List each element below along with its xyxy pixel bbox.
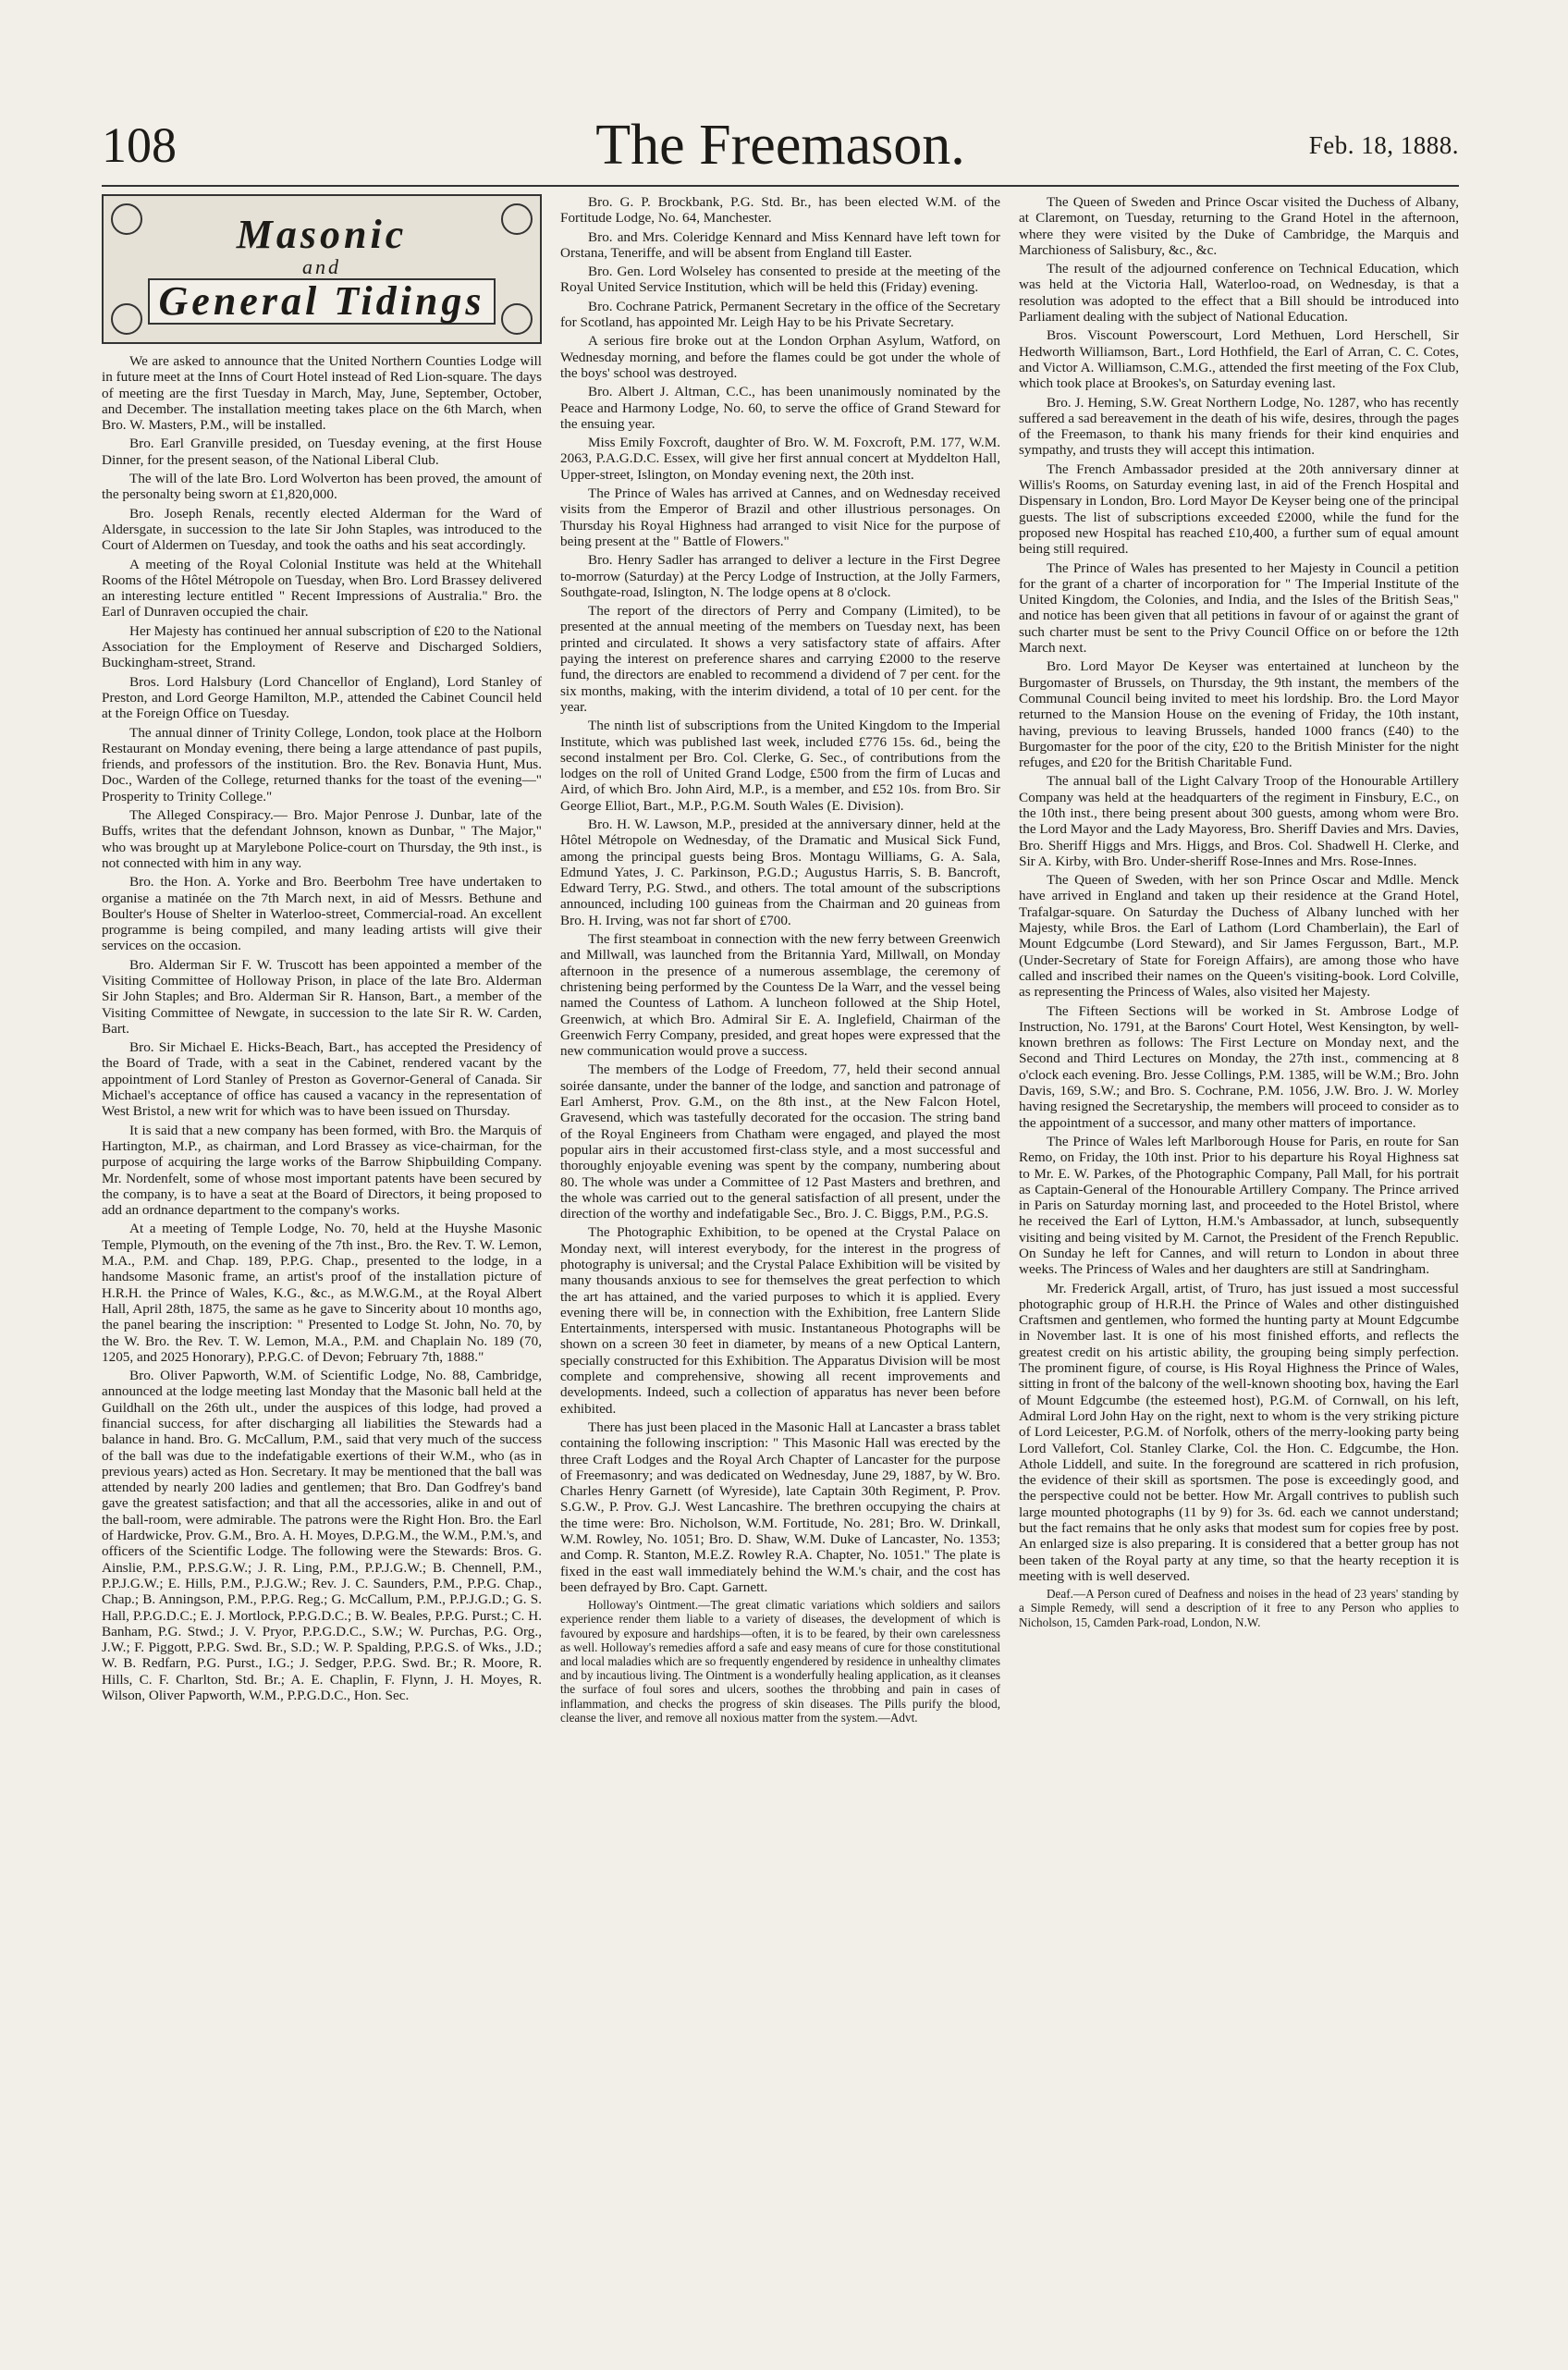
column-2 [560,194,1000,2361]
news-paragraph: Bro. G. P. Brockbank, P.G. Std. Br., has been elected W.M. of the Fortitude Lodge, No. 64, Manchester. [560,194,1000,227]
news-paragraph: Bro. Alderman Sir F. W. Truscott has been appointed a member of the Visiting Committee of Holloway Prison, in place of the late Bro. Alderman Sir John Staples; and Bro. Alderman Sir R. Hanson, Bart., a member of the Visiting Committee of Newgate, in succession to the late Sir R. W. Carden, Bart. [102,956,542,1037]
columns [102,194,1459,2361]
news-paragraph: The first steamboat in connection with the new ferry between Greenwich and Millwall, was launched from the Britannia Yard, Millwall, on Monday afternoon in the presence of a numerous assemblage, the ceremony of christening being performed by the Countess De la Warr, and the vessel being named the Countess of Lathom. A luncheon followed at the Ship Hotel, Greenwich, at which Bro. Admiral Sir E. A. Inglefield, Chairman of the Greenwich Ferry Company, presided, and great hopes were expressed that the new communication would prove a success. [560,931,1000,1060]
news-paragraph: Mr. Frederick Argall, artist, of Truro, has just issued a most successful photographic group of H.R.H. the Prince of Wales and other distinguished Craftsmen and gentlemen, who formed the hunting party at Mount Edgcumbe in November last. It is one of his most finished efforts, and reflects the greatest credit on his artistic ability, the grouping being simply perfection. The prominent figure, of course, is His Royal Highness the Prince of Wales, sitting in front of the balcony of the well-known shooting box, having the Earl of Mount Edgcumbe (the esteemed host), P.G.M. of Cornwall, on his left, Admiral Lord John Hay on the right, next to whom is the very striking picture of Lord Leicester, P.G.M. of Norfolk, others of the merry-looking party being Lord Vallefort, Col. Stanley Clarke, Col. the Hon. C. Edgcumbe, the Hon. Athole Liddell, and suite. In the foreground are scattered in rich profusion, the evidence of their skill as sportsmen. The pose is exceedingly good, and the perspective could not be better. How Mr. Argall contrives to publish such large mounted photographs (11 by 9) for 3s. 6d. each we cannot understand; but the fact remains that he only asks that modest sum for copies free by post. An enlarged size is also preparing. It is considered that a better group has not been taken of the Royal party at any time, so that the hearty reception it is meeting with is well deserved. [1019,1280,1459,1584]
news-paragraph: Bro. H. W. Lawson, M.P., presided at the anniversary dinner, held at the Hôtel Métropole on Wednesday, of the Dramatic and Musical Sick Fund, among the principal guests being Bros. Montagu Williams, G. A. Sala, Edmund Yates, J. C. Parkinson, P.G.D.; Augustus Harris, S. B. Bancroft, Edward Terry, P.G. Stwd., and others. The total amount of the subscriptions announced, including 100 guineas from the Chairman and 20 guineas from Bro. H. Irving, was not far short of £700. [560,816,1000,928]
news-paragraph: Bro. Sir Michael E. Hicks-Beach, Bart., has accepted the Presidency of the Board of Trade, with a seat in the Cabinet, rendered vacant by the appointment of Lord Stanley of Preston as Governor-General of Canada. Sir Michael's acceptance of office has caused a vacancy in the representation of West Bristol, a new writ for which was to have been issued on Thursday. [102,1039,542,1120]
news-paragraph: Deaf.—A Person cured of Deafness and noises in the head of 23 years' standing by a Simple Remedy, will send a description of it free to any Person who applies to Nicholson, 15, Camden Park-road, London, N.W. [1019,1587,1459,1629]
newspaper-title: The Freemason. [595,113,965,177]
news-paragraph: Bro. the Hon. A. Yorke and Bro. Beerbohm Tree have undertaken to organise a matinée on the 7th March next, in aid of Messrs. Bethune and Boulter's House of Shelter in Waterloo-street, Commercial-road. An excellent programme is being compiled, and many leading artists will give their services on the occasion. [102,874,542,954]
news-paragraph: The Alleged Conspiracy.— Bro. Major Penrose J. Dunbar, late of the Buffs, writes that the defendant Johnson, known as Dunbar, " The Major," who was brought up at Marylebone Police-court on Thursday, the 9th inst., is not connected with him in any way. [102,807,542,871]
news-paragraph: The report of the directors of Perry and Company (Limited), to be presented at the annual meeting of the members on Tuesday next, has been printed and circulated. It shows a very satisfactory state of affairs. After paying the interest on preference shares and carrying £2000 to the reserve fund, the directors are enabled to recommend a dividend of 7 per cent. for the six months, making, with the interim dividend, a total of 10 per cent. for the year. [560,603,1000,715]
news-paragraph: The Queen of Sweden, with her son Prince Oscar and Mdlle. Menck have arrived in England and taken up their residence at the Grand Hotel, Trafalgar-square. On Saturday the Duchess of Albany lunched with her Majesty, while Bros. the Earl of Lathom (Lord Chamberlain), the Earl of Mount Edgcumbe (Lord Steward), and Sir James Fergusson, Bart., M.P. (Under-Secretary of State for Foreign Affairs), are among those who have called and inscribed their names on the Queen's visiting-book. Lord Colville, as representing the Princess of Wales, also visited her Majesty. [1019,872,1459,1001]
news-paragraph: Bro. J. Heming, S.W. Great Northern Lodge, No. 1287, who has recently suffered a sad bereavement in the death of his wife, desires, through the pages of the Freemason, to thank his many friends for their kind enquiries and sympathy, and trusts they will accept this intimation. [1019,394,1459,459]
news-paragraph: The annual ball of the Light Calvary Troop of the Honourable Artillery Company was held at the headquarters of the regiment in Finsbury, E.C., on the 10th inst., there being present about 300 guests, among whom were Bro. the Lord Mayor and the Lady Mayoress, Bro. Sheriff Davies and Mrs. Davies, Bro. Sheriff Higgs and Mrs. Higgs, and Bros. Col. Shadwell H. Clerke, and Sir A. Kirby, with Bro. Under-sheriff Rose-Innes and Mrs. Rose-Innes. [1019,773,1459,869]
news-paragraph: The Prince of Wales has arrived at Cannes, and on Wednesday received visits from the Emperor of Brazil and other illustrious personages. On Thursday his Royal Highness had arranged to visit Nice for the purpose of being present at the " Battle of Flowers." [560,485,1000,549]
news-paragraph: We are asked to announce that the United Northern Counties Lodge will in future meet at the Inns of Court Hotel instead of Red Lion-square. The days of meeting are the first Tuesday in March, May, June, September, October, and December. The installation meeting takes place on the 6th March, when Bro. W. Masters, P.M., will be installed. [102,353,542,434]
news-paragraph: The Fifteen Sections will be worked in St. Ambrose Lodge of Instruction, No. 1791, at the Barons' Court Hotel, West Kensington, by well-known brethren as follows: The First Lecture on Monday next, and the Second and Third Lectures on Monday, the 27th inst., commencing at 8 o'clock each evening. Bro. Jesse Collings, P.M. 1385, will be W.M.; Bro. John Davis, 169, S.W.; and Bro. S. Cochrane, P.M. 1056, J.W. Bro. J. W. Morley having resigned the Secretaryship, the members will proceed to consider as to the appointment of a successor, and many other matters of importance. [1019,1002,1459,1131]
news-paragraph: A serious fire broke out at the London Orphan Asylum, Watford, on Wednesday morning, and before the flames could be got under the whole of the boys' school was destroyed. [560,333,1000,381]
news-paragraph: It is said that a new company has been formed, with Bro. the Marquis of Hartington, M.P., as chairman, and Lord Brassey as vice-chairman, for the purpose of acquiring the large works of the Barrow Shipbuilding Company. Mr. Nordenfelt, some of whose most important patents have been secured by the company, is to have a seat at the Board of Directors, it being proposed to add an ordnance department to the company's works. [102,1122,542,1219]
news-paragraph: Her Majesty has continued her annual subscription of £20 to the National Association for the Employment of Reserve and Discharged Soldiers, Buckingham-street, Strand. [102,622,542,671]
news-paragraph: The French Ambassador presided at the 20th anniversary dinner at Willis's Rooms, on Saturday evening last, in aid of the French Hospital and Dispensary in London, Bro. Lord Mayor De Keyser being one of the principal guests. The list of subscriptions exceeded £2000, while the fund for the proposed new Hospital has reached £10,400, a further sum of equal amount being still required. [1019,460,1459,558]
news-paragraph: Bros. Viscount Powerscourt, Lord Methuen, Lord Herschell, Sir Hedworth Williamson, Bart., Lord Hothfield, the Earl of Arran, C. C. Cotes, and Victor A. Williamson, C.M.G., attended the first meeting of the Fox Club, which took place at Brookes's, on Saturday evening last. [1019,327,1459,392]
banner-word-general-tidings: General Tidings [148,278,496,325]
news-paragraph: The will of the late Bro. Lord Wolverton has been proved, the amount of the personalty being sworn at £1,820,000. [102,471,542,503]
news-paragraph: The result of the adjourned conference on Technical Education, which was held at the Victoria Hall, Waterloo-road, on Wednesday, is that a resolution was adopted to the effect that a Bill should be introduced into Parliament dealing with the subject of National Education. [1019,261,1459,325]
news-paragraph: Bro. Earl Granville presided, on Tuesday evening, at the first House Dinner, for the present season, of the National Liberal Club. [102,436,542,468]
news-paragraph: Bro. Joseph Renals, recently elected Alderman for the Ward of Aldersgate, in succession to the late Sir John Staples, was introduced to the Court of Aldermen on Tuesday, and took the oaths and his seat accordingly. [102,505,542,554]
news-paragraph: Bro. Henry Sadler has arranged to deliver a lecture in the First Degree to-morrow (Saturday) at the Percy Lodge of Instruction, at the Jolly Farmers, Southgate-road, Islington, N. The lodge opens at 8 o'clock. [560,552,1000,600]
news-paragraph: At a meeting of Temple Lodge, No. 70, held at the Huyshe Masonic Temple, Plymouth, on the evening of the 7th inst., Bro. the Rev. T. W. Lemon, M.A., P.M. and Chap. 189, P.P.G. Chap., presented to the lodge, in a handsome Masonic frame, an artist's proof of the installation picture of H.R.H. the Prince of Wales, K.G., &c., as M.W.G.M., at the Royal Albert Hall, April 28th, 1875, the same as he gave to Sincerity about 10 months ago, the panel bearing the inscription: " Presented to Lodge St. John, No. 70, by the W. Bro. the Rev. T. W. Lemon, M.A., P.M. and Chaplain No. 189 (70, 1205, and 2025 Honorary), P.P.G.C. of Devon; February 7th, 1888." [102,1221,542,1365]
news-paragraph: There has just been placed in the Masonic Hall at Lancaster a brass tablet containing the following inscription: " This Masonic Hall was erected by the three Craft Lodges and the Royal Arch Chapter of Lancaster for the purpose of Freemasonry; and was dedicated on Wednesday, June 29, 1887, by W. Bro. Charles Henry Garnett (of Wyreside), late Captain 30th Regiment, P. Prov. S.G.W., P. Prov. G.J. West Lancashire. The brethren occupying the chairs at the time were: Bro. Nicholson, W.M. Fortitude, No. 281; Bro. W. Drinkall, W.M. Rowley, No. 1051; Bro. D. Shaw, W.M. Duke of Lancaster, No. 1353; and Comp. R. Stanton, M.E.Z. Rowley R.A. Chapter, No. 1051." The plate is fixed in the east wall immediately behind the W.M.'s chair, and the cost has been defrayed by Bro. Capt. Garnett. [560,1418,1000,1595]
news-paragraph: Holloway's Ointment.—The great climatic variations which soldiers and sailors experience render them liable to a variety of diseases, the development of which is favoured by exposure and hardships—often, it is to be feared, by their own carelessness as well. Holloway's remedies afford a safe and easy means of cure for those constitutional and local maladies which are so frequently engendered by residence in unhealthy climates and by incautious living. The Ointment is a wonderfully healing application, as it cleanses the surface of foul sores and ulcers, soothes the throbbing and pain in cases of inflammation, and checks the progress of skin diseases. The Pills purify the blood, cleanse the liver, and remove all noxious matter from the system.—Advt. [560,1598,1000,1725]
ornament-icon [111,303,142,335]
column-3 [1019,194,1459,2361]
news-paragraph: Bro. Albert J. Altman, C.C., has been unanimously nominated by the Peace and Harmony Lodge, No. 60, to serve the office of Grand Steward for the ensuing year. [560,384,1000,432]
news-paragraph: A meeting of the Royal Colonial Institute was held at the Whitehall Rooms of the Hôtel Métropole on Tuesday, when Bro. Lord Brassey delivered an interesting lecture entitled " Recent Impressions of Australia." Bro. the Earl of Dunraven occupied the chair. [102,556,542,620]
page-number: 108 [102,117,177,173]
news-paragraph: Bro. Gen. Lord Wolseley has consented to preside at the meeting of the Royal United Service Institution, which will be held this (Friday) evening. [560,264,1000,296]
news-paragraph: The Queen of Sweden and Prince Oscar visited the Duchess of Albany, at Claremont, on Tuesday, returning to the Grand Hotel in the afternoon, where they were visited by the Duke of Cambridge, the Marquis and Marchioness of Salisbury, &c., &c. [1019,194,1459,258]
masthead [102,111,1459,179]
news-paragraph: The Prince of Wales has presented to her Majesty in Council a petition for the grant of a charter of incorporation for " The Imperial Institute of the United Kingdom, the Colonies, and India, and the Isles of the British Seas," and notice has been given that all petitions in favour of or against the grant of such charter must be sent to the Privy Council Office on or before the 12th March next. [1019,559,1459,657]
news-paragraph: Bro. Cochrane Patrick, Permanent Secretary in the office of the Secretary for Scotland, has appointed Mr. Leigh Hay to be his Private Secretary. [560,298,1000,331]
banner-word-masonic: Masonic [236,212,408,257]
news-paragraph: Bro. Lord Mayor De Keyser was entertained at luncheon by the Burgomaster of Brussels, on Thursday, the 9th instant, the members of the Communal Council being invited to meet his lordship. Bro. the Lord Mayor returned to the Mansion House on the evening of Friday, the 10th instant, having, previous to leaving Brussels, handed 1000 francs (£40) to the Burgomaster for the poor of the city, £20 to the British Minister for the night refuges, and £20 for the British Charitable Fund. [1019,658,1459,771]
news-paragraph: Bro. Oliver Papworth, W.M. of Scientific Lodge, No. 88, Cambridge, announced at the lodge meeting last Monday that the Masonic ball held at the Guildhall on the 26th ult., under the auspices of this lodge, had proved a financial success, for after discharging all liabilities the Stewards had a balance in hand. Bro. G. McCallum, P.M., said that very much of the success of the ball was due to the indefatigable exertions of their W.M., who (as in previous years) acted as Hon. Secretary. It may be mentioned that the ball was attended by nearly 200 ladies and gentlemen; that Bro. Dan Godfrey's band gave the greatest satisfaction; and that all the accessories, alike in and out of the ball-room, were admirable. The patrons were the Right Hon. Bro. the Earl of Hardwicke, Prov. G.M., Bro. A. H. Moyes, D.P.G.M., the W.M., P.M.'s, and officers of the Scientific Lodge. The following were the Stewards: Bros. G. Ainslie, P.M., P.P.S.G.W.; J. R. Ling, P.M., P.P.J.G.W.; B. Chennell, P.M., P.P.J.G.W.; E. Hills, P.M., P.J.G.W.; Rev. J. C. Saunders, P.M., P.P.G. Chap., Chap.; B. Anningson, P.M., P.P.G. Reg.; G. McCallum, P.M., P.P.J.G.D.; G. S. Hall, P.P.G.D.C.; E. J. Mortlock, P.P.G.D.C.; B. W. Beales, P.P.G. Purst.; C. H. Banham, P.G. Stwd.; J. V. Pryor, P.P.G.D.C., S.W.; W. Purchas, P.G. Org., J.W.; F. Piggott, P.P.G. Swd. Br., S.D.; W. P. Spalding, P.P.G.S. of Wks., J.D.; W. B. Redfarn, P.G. Purst., I.G.; J. Sedger, P.P.G. Swd. Br.; R. Moore, R. Hills, C. F. Charlton, Std. Br.; A. E. Chaplin, F. Flynn, J. H. Moyes, R. Wilson, Oliver Papworth, W.M., P.P.G.D.C., Hon. Sec. [102,1368,542,1704]
news-paragraph: The Photographic Exhibition, to be opened at the Crystal Palace on Monday next, will interest everybody, for the interest in the progress of photography is universal; and the Crystal Palace Exhibition will be visited by many thousands anxious to see for themselves the great perfection to which the art has attained, and the varied purposes to which it is applied. Every evening there will be, in connection with the Exhibition, free Lantern Slide Entertainments, interspersed with music. Instantaneous Photographs will be shown on a screen 30 feet in diameter, by means of a new Optical Lantern, specially constructed for this Exhibition. The Apparatus Division will be most complete and comprehensive, showing all recent improvements and developments. Indeed, such a collection of apparatus has never been before exhibited. [560,1224,1000,1417]
news-paragraph: The members of the Lodge of Freedom, 77, held their second annual soirée dansante, under the banner of the lodge, and sanction and patronage of Earl Amherst, Prov. G.M., on the 8th inst., at the New Falcon Hotel, Gravesend, which was tastefully decorated for the occasion. The string band of the Royal Engineers from Chatham were engaged, and played the most popular airs in their accustomed first-class style, and a most successful and thoroughly enjoyable evening was spent by the company, numbering about 80. The whole was under a Committee of 12 Past Masters and brethren, and the whole was carried out to the general satisfaction of all present, under the direction of the worthy and indefatigable Sec., Bro. J. C. Biggs, P.M., P.G.S. [560,1062,1000,1222]
news-paragraph: The Prince of Wales left Marlborough House for Paris, en route for San Remo, on Friday, the 10th inst. Prior to his departure his Royal Highness sat to Mr. E. W. Parkes, of the Photographic Company, Pall Mall, for his portrait as Captain-General of the Honourable Artillery Company. The Prince arrived in Paris on Saturday morning last, and proceeded to the Hotel Bristol, where he received the Earl of Lytton, H.M.'s Ambassador, at lunch, subsequently visiting and being visited by M. Carnot, the President of the French Republic. On Sunday he left for Cannes, and will return to London in about three weeks. The Princess of Wales and her daughters are still at Sandringham. [1019,1133,1459,1278]
issue-date: Feb. 18, 1888. [1308,130,1459,159]
news-paragraph: Bro. and Mrs. Coleridge Kennard and Miss Kennard have left town for Orstana, Teneriffe, and will be absent from England till Easter. [560,228,1000,261]
news-paragraph: Miss Emily Foxcroft, daughter of Bro. W. M. Foxcroft, P.M. 177, W.M. 2063, P.A.G.D.C. Essex, will give her first annual concert at Myddelton Hall, Upper-street, Islington, on Monday evening next, the 20th inst. [560,435,1000,483]
ornament-icon [111,203,142,235]
news-paragraph: Bros. Lord Halsbury (Lord Chancellor of England), Lord Stanley of Preston, and Lord George Hamilton, M.P., attended the Cabinet Council held at the Foreign Office on Tuesday. [102,673,542,722]
column-1 [102,194,542,2361]
ornament-icon [501,303,533,335]
news-paragraph: The annual dinner of Trinity College, London, took place at the Holborn Restaurant on Monday evening, there being a large attendance of past pupils, friends, and professors of the institution. Bro. the Rev. Bonavia Hunt, Mus. Doc., Warden of the College, returned thanks for the toast of the evening—" Prosperity to Trinity College." [102,724,542,804]
section-banner [102,194,542,344]
masthead-rule [102,185,1459,187]
banner-word-and: and [302,255,341,278]
ornament-icon [501,203,533,235]
news-paragraph: The ninth list of subscriptions from the United Kingdom to the Imperial Institute, which was published last week, included £776 15s. 6d., being the second instalment per Bro. Col. Clerke, G. Sec., of contributions from the lodges on the roll of United Grand Lodge, £500 from the firm of Lucas and Aird, of which Bro. John Aird, M.P., is a member, and £52 10s. from Bro. Sir George Elliot, Bart., M.P., P.G.M. South Wales (E. Division). [560,718,1000,814]
